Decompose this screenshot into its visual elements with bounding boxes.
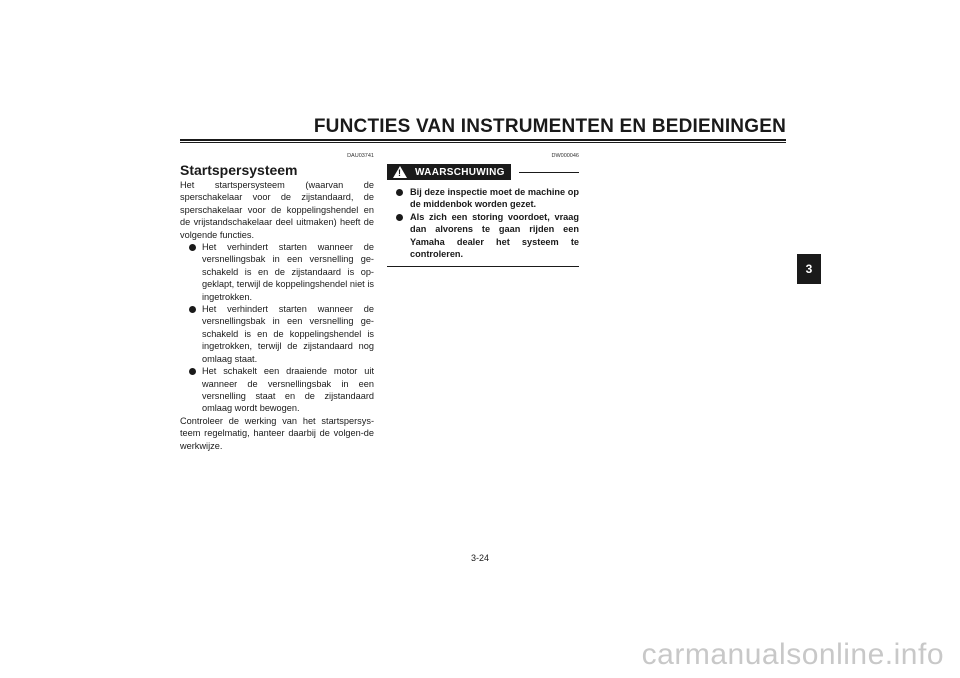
bullet-icon: [396, 214, 403, 221]
list-item-text: Het verhindert starten wanneer de versnellingsbak in een versnelling ge-schakeld is en de koppelingshendel is ingetrokken, terwijl de zijstandaard nog omlaag staat.: [202, 304, 374, 364]
list-item: [180, 365, 374, 415]
warning-column: [387, 152, 579, 267]
left-column: [180, 152, 374, 452]
warning-code: DW000046: [551, 153, 579, 159]
page-header-title: FUNCTIES VAN INSTRUMENTEN EN BEDIENINGEN: [313, 116, 786, 137]
warning-header-rule: [519, 172, 579, 173]
header-rule-thin: [180, 142, 786, 143]
list-item-text: Het schakelt een draaiende motor uit wanneer de versnellingsbak in een versnelling staat en de zijstandaard omlaag wordt bewogen.: [202, 366, 374, 414]
header-rule: [180, 139, 786, 141]
warning-item-text: Bij deze inspectie moet de machine op de middenbok worden gezet.: [410, 187, 579, 210]
list-item: [180, 241, 374, 303]
intro-paragraph: Het startspersysteem (waarvan de sperschakelaar voor de zijstandaard, de sperschakelaar voor de koppelingshendel en de vrijstandschakelaar deel uitmaken) heeft de volgende functies.: [180, 180, 374, 240]
section-title: Startspersysteem: [180, 162, 298, 178]
function-list: [180, 241, 374, 415]
warning-triangle-icon: !: [393, 166, 407, 178]
warning-badge: [387, 164, 511, 180]
chapter-tab: 3: [797, 254, 821, 284]
list-item: [387, 211, 579, 261]
warning-end-rule: [387, 266, 579, 267]
warning-item-text: Als zich een storing voordoet, vraag dan alvorens te gaan rijden een Yamaha dealer het systeem te controleren.: [410, 211, 579, 260]
list-item: [387, 186, 579, 211]
warning-label: WAARSCHUWING: [415, 166, 505, 178]
list-item-text: Het verhindert starten wanneer de versnellingsbak in een versnelling ge-schakeld is en de zijstandaard is op-geklapt, terwijl de koppelingshendel niet is ingetrokken.: [202, 242, 374, 302]
list-item: [180, 303, 374, 365]
bullet-icon: [396, 189, 403, 196]
warning-list: [387, 186, 579, 260]
bullet-icon: [189, 244, 196, 251]
section-code: DAU03741: [347, 153, 374, 159]
bullet-icon: [189, 368, 196, 375]
bullet-icon: [189, 306, 196, 313]
watermark: carmanualsonline.info: [641, 638, 944, 671]
page-number: 3-24: [470, 553, 489, 563]
warning-header: [387, 164, 579, 186]
outro-paragraph: Controleer de werking van het startspersys-teem regelmatig, hanteer daarbij de volgen-de werkwijze.: [180, 415, 374, 451]
